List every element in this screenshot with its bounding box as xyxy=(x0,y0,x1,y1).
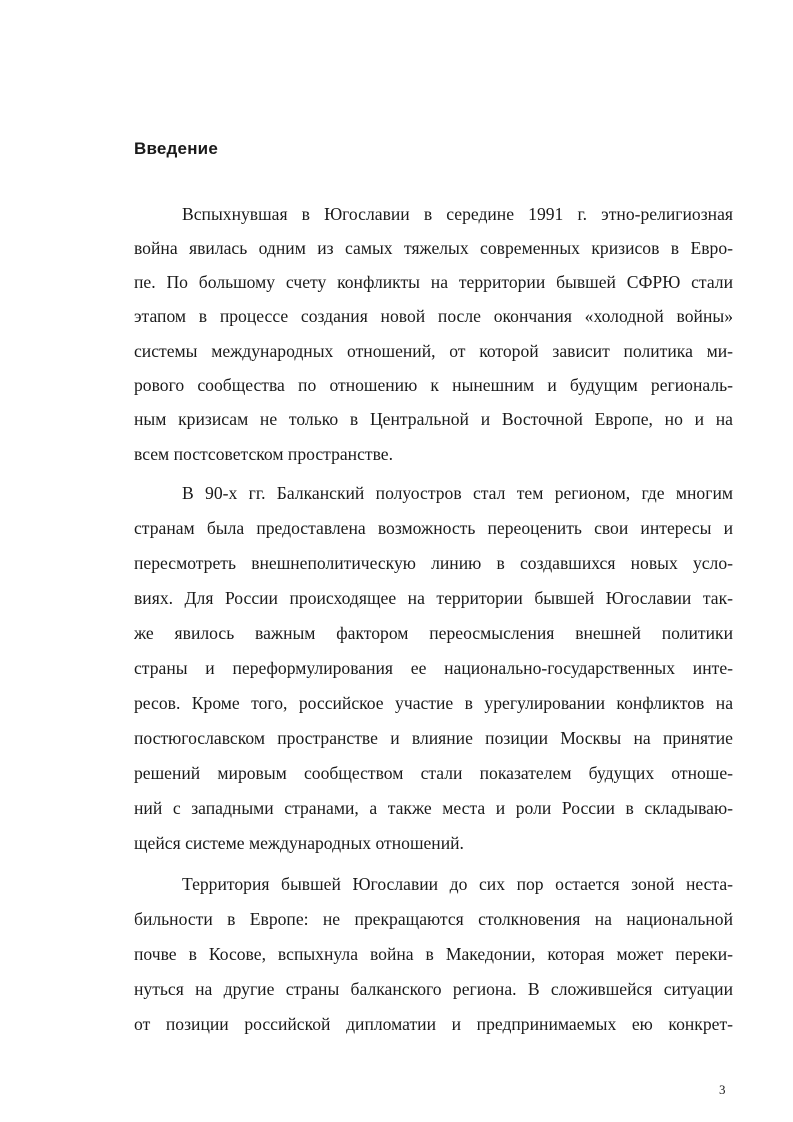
text-line: же явилось важным фактором переосмысления внешней политики xyxy=(134,623,733,643)
text-line: почве в Косове, вспыхнула война в Македонии, которая может переки- xyxy=(134,944,733,964)
section-heading: Введение xyxy=(134,139,218,158)
text-line: от позиции российской дипломатии и предпринимаемых ею конкрет- xyxy=(134,1014,733,1034)
text-line: страны и переформулирования ее национально-государственных инте- xyxy=(134,658,733,678)
text-line: Вспыхнувшая в Югославии в середине 1991 г. этно-религиозная xyxy=(182,204,733,224)
text-line: виях. Для России происходящее на территории бывшей Югославии так- xyxy=(134,588,733,608)
text-line: рового сообщества по отношению к нынешним и будущим региональ- xyxy=(134,375,733,395)
text-line: ресов. Кроме того, российское участие в урегулировании конфликтов на xyxy=(134,693,733,713)
text-line: этапом в процессе создания новой после окончания «холодной войны» xyxy=(134,306,733,326)
page-number: 3 xyxy=(719,1082,726,1097)
text-line: бильности в Европе: не прекращаются столкновения на национальной xyxy=(134,909,733,929)
text-line: пе. По большому счету конфликты на территории бывшей СФРЮ стали xyxy=(134,272,733,292)
text-line: Территория бывшей Югославии до сих пор остается зоной неста- xyxy=(182,874,733,894)
text-line: решений мировым сообществом стали показателем будущих отноше- xyxy=(134,763,733,783)
text-line: пересмотреть внешнеполитическую линию в создавшихся новых усло- xyxy=(134,553,733,573)
text-line: странам была предоставлена возможность переоценить свои интересы и xyxy=(134,518,733,538)
text-line: война явилась одним из самых тяжелых современных кризисов в Евро- xyxy=(134,238,733,258)
text-line: всем постсоветском пространстве. xyxy=(134,444,394,464)
text-line: ным кризисам не только в Центральной и Восточной Европе, но и на xyxy=(134,409,733,429)
text-line: постюгославском пространстве и влияние позиции Москвы на принятие xyxy=(134,728,733,748)
text-line: щейся системе международных отношений. xyxy=(134,833,464,853)
text-line: В 90-х гг. Балканский полуостров стал тем регионом, где многим xyxy=(182,483,733,503)
text-line: ний с западными странами, а также места и роли России в складываю- xyxy=(134,798,733,818)
text-line: системы международных отношений, от которой зависит политика ми- xyxy=(134,341,733,361)
text-line: нуться на другие страны балканского региона. В сложившейся ситуации xyxy=(134,979,733,999)
